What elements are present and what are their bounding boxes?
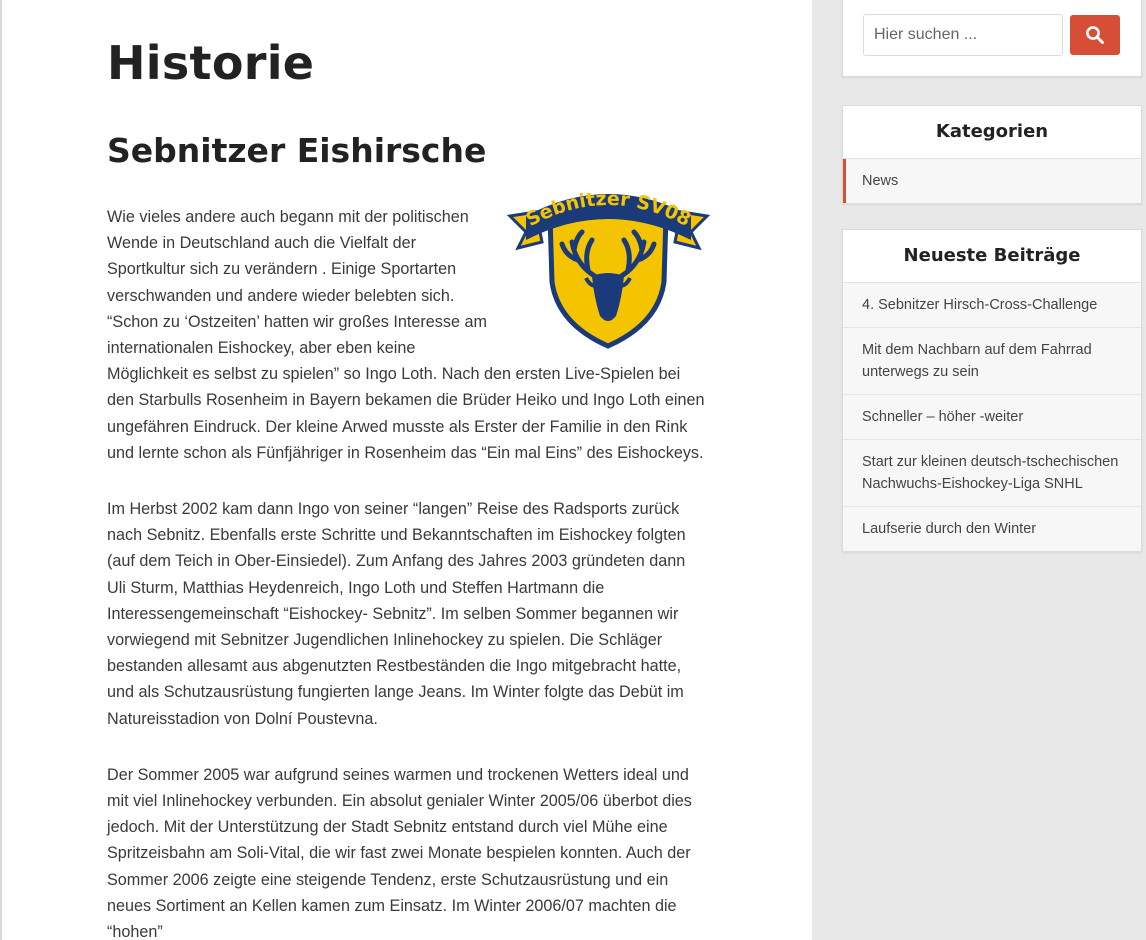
search-icon	[1085, 25, 1105, 45]
sidebar	[842, 0, 1142, 537]
article-body	[107, 187, 707, 940]
paragraph-text: Wie vieles andere auch begann mit der politischen Wende in Deutschland auch die Vielfalt der Sportkultur sich zu verändern . Einige Sportarten verschwanden und andere wieder belebten sich. “Schon zu ‘Ostzeiten’ hatten wir großes Interesse am internationalen Eishockey, aber eben keine Möglichkeit es selbst zu spielen” so Ingo Loth. Nach den ersten Live-Spielen bei den Starbulls Rosenheim in Bayern bekamen die Brüder Heiko und Ingo Loth einen ungefähren Eindruck. Der kleine Arwed musste als Erster der Familie in den Rink und lernte schon als Fünfjähriger in Rosenheim das “Ein mal Eins” des Eishockeys.	[107, 208, 705, 462]
article-paragraph-2: Im Herbst 2002 kam dann Ingo von seiner “langen” Reise des Radsports zurück nach Sebnitz. Ebenfalls erste Schritte und Bekanntschaften im Eishockey folgten (auf dem Teich in Ober-Einsiedel). Zum Anfang des Jahres 2003 gründeten dann Uli Sturm, Matthias Heydenreich, Ingo Loth und Steffen Hartmann die Interessengemeinschaft “Eishockey- Sebnitz”. Im selben Sommer begannen wir vorwiegend mit Sebnitzer Jugendlichen Inlinehockey zu spielen. Die Schläger bestanden allesamt aus abgenutzten Restbeständen die Ingo mitgebracht hatte, und als Schutzausrüstung fungierten lange Jeans. Im Winter folgte das Debüt im Natureisstadion von Dolní Poustevna.	[107, 500, 686, 728]
recent-posts-title: Neueste Beiträge	[843, 230, 1141, 283]
categories-title: Kategorien	[843, 106, 1141, 159]
recent-post-link[interactable]: Mit dem Nachbarn auf dem Fahrrad unterwegs zu sein	[843, 327, 1141, 394]
search-button[interactable]	[1070, 15, 1120, 55]
club-logo	[506, 186, 711, 352]
categories-widget	[842, 105, 1142, 204]
recent-posts-widget	[842, 229, 1142, 552]
logo-text: Sebnitzer SV08	[522, 187, 695, 232]
search-widget	[842, 0, 1142, 77]
article-paragraph-3: Der Sommer 2005 war aufgrund seines warmen und trockenen Wetters ideal und mit viel Inlinehockey verbunden. Ein absolut genialer Winter 2005/06 überbot dies jedoch. Mit der Unterstützung der Stadt Sebnitz entstand durch viel Mühe eine Spritzeisbahn am Soli-Vital, die wir fast zwei Monate bespielen konnten. Auch der Sommer 2006 zeigte eine steigende Tendenz, erste Schutzausrüstung und ein neues Sortiment an Kellen kamen zum Einsatz. Im Winter 2006/07 machten die “hohen”	[107, 765, 692, 940]
recent-post-link[interactable]: Start zur kleinen deutsch-tschechischen Nachwuchs-Eishockey-Liga SNHL	[843, 439, 1141, 506]
article-paragraph-1	[107, 187, 707, 466]
recent-post-link[interactable]: Laufserie durch den Winter	[843, 506, 1141, 551]
category-item-news[interactable]: News	[843, 159, 1141, 203]
recent-post-link[interactable]: Schneller – höher -weiter	[843, 394, 1141, 439]
page-title: Historie	[107, 36, 315, 90]
article-title: Sebnitzer Eishirsche	[107, 131, 487, 170]
recent-post-link[interactable]: 4. Sebnitzer Hirsch-Cross-Challenge	[843, 283, 1141, 327]
search-input[interactable]	[863, 14, 1063, 56]
